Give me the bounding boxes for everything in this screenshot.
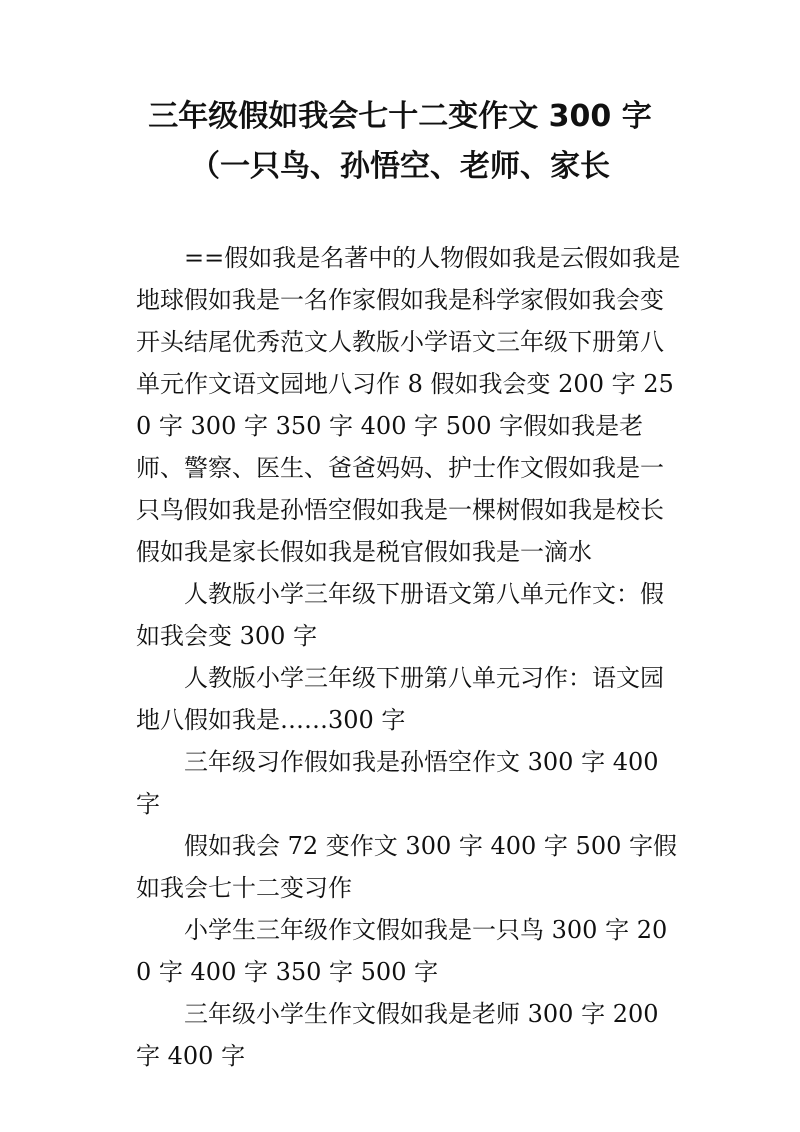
paragraph-teacher: 三年级小学生作文假如我是老师 300 字 200 字 400 字 xyxy=(136,1000,659,1070)
document-title xyxy=(0,92,800,192)
title-line-1: 三年级假如我会七十二变作文 300 字 xyxy=(148,99,652,134)
paragraph-unit8-exercise: 人教版小学三年级下册第八单元习作：语文园地八假如我是……300 字 xyxy=(136,664,664,734)
paragraph-intro: ==假如我是名著中的人物假如我是云假如我是地球假如我是一名作家假如我是科学家假如我会变开头结尾优秀范文人教版小学语文三年级下册第八单元作文语文园地八习作 8 假如我会变 200 字 250 字 300 字 350 字 400 字 500 字假如我是老师、警察、医生、爸爸妈妈、护士作文假如我是一只鸟假如我是孙悟空假如我是一棵树假如我是校长假如我是家长假如我是税官假如我是一滴水 xyxy=(136,244,681,566)
paragraph-72-changes: 假如我会 72 变作文 300 字 400 字 500 字假如我会七十二变习作 xyxy=(136,832,677,902)
title-line-2: （一只鸟、孙悟空、老师、家长 xyxy=(190,149,610,184)
paragraph-sun-wukong: 三年级习作假如我是孙悟空作文 300 字 400 字 xyxy=(136,748,659,818)
paragraph-unit8-essay: 人教版小学三年级下册语文第八单元作文：假如我会变 300 字 xyxy=(136,580,664,650)
paragraph-bird: 小学生三年级作文假如我是一只鸟 300 字 200 字 400 字 350 字 500 字 xyxy=(136,916,668,986)
document-body xyxy=(136,237,682,1077)
